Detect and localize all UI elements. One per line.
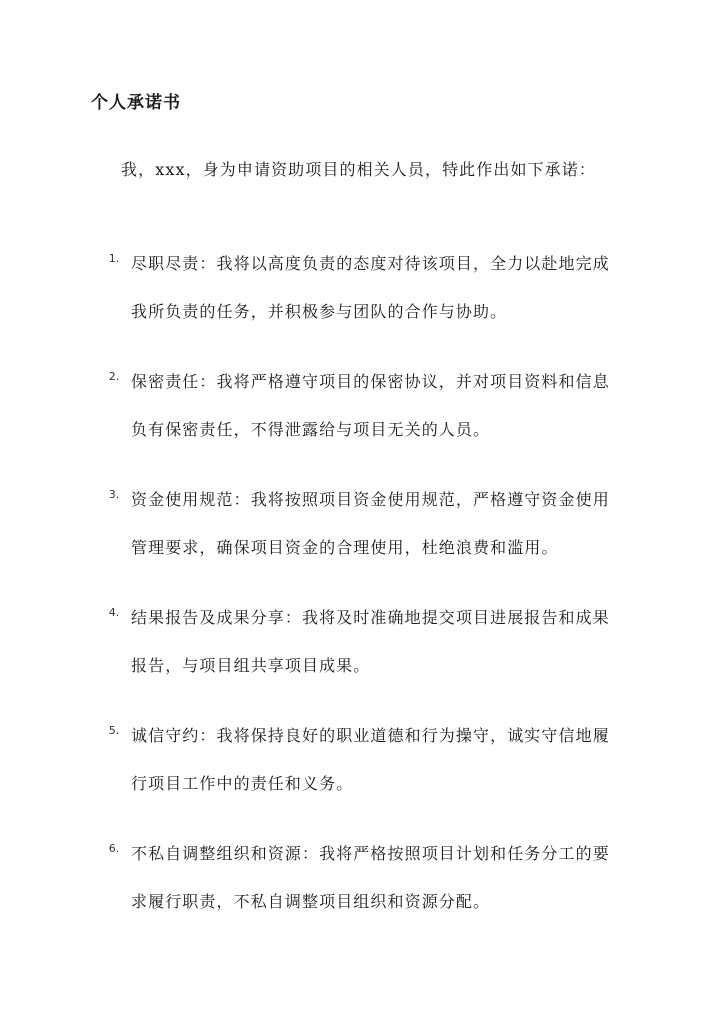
item-number: 2. — [108, 370, 120, 383]
item-text: 结果报告及成果分享：我将及时准确地提交项目进展报告和成果报告，与项目组共享项目成果。 — [131, 608, 610, 675]
commitment-item — [0, 358, 720, 454]
item-number: 5. — [108, 724, 120, 737]
item-number: 1. — [108, 252, 120, 265]
item-number: 3. — [108, 488, 120, 501]
commitment-item — [0, 594, 720, 690]
commitment-item — [0, 830, 720, 926]
commitment-item — [0, 712, 720, 808]
item-text: 诚信守约：我将保持良好的职业道德和行为操守，诚实守信地履行项目工作中的责任和义务。 — [131, 726, 610, 793]
commitment-item — [0, 240, 720, 336]
item-number: 6. — [108, 842, 120, 855]
item-text: 不私自调整组织和资源：我将严格按照项目计划和任务分工的要求履行职责，不私自调整项目组织和资源分配。 — [131, 844, 610, 911]
item-text: 尽职尽责：我将以高度负责的态度对待该项目，全力以赴地完成我所负责的任务，并积极参与团队的合作与协助。 — [131, 254, 610, 321]
item-text: 保密责任：我将严格遵守项目的保密协议，并对项目资料和信息负有保密责任，不得泄露给与项目无关的人员。 — [131, 372, 610, 439]
item-text: 资金使用规范：我将按照项目资金使用规范，严格遵守资金使用管理要求，确保项目资金的合理使用，杜绝浪费和滥用。 — [131, 490, 610, 557]
commitment-item — [0, 476, 720, 572]
item-number: 4. — [108, 606, 120, 619]
intro-paragraph: 我，xxx，身为申请资助项目的相关人员，特此作出如下承诺： — [121, 160, 596, 179]
commitment-list — [0, 240, 720, 948]
document-title: 个人承诺书 — [91, 93, 181, 113]
